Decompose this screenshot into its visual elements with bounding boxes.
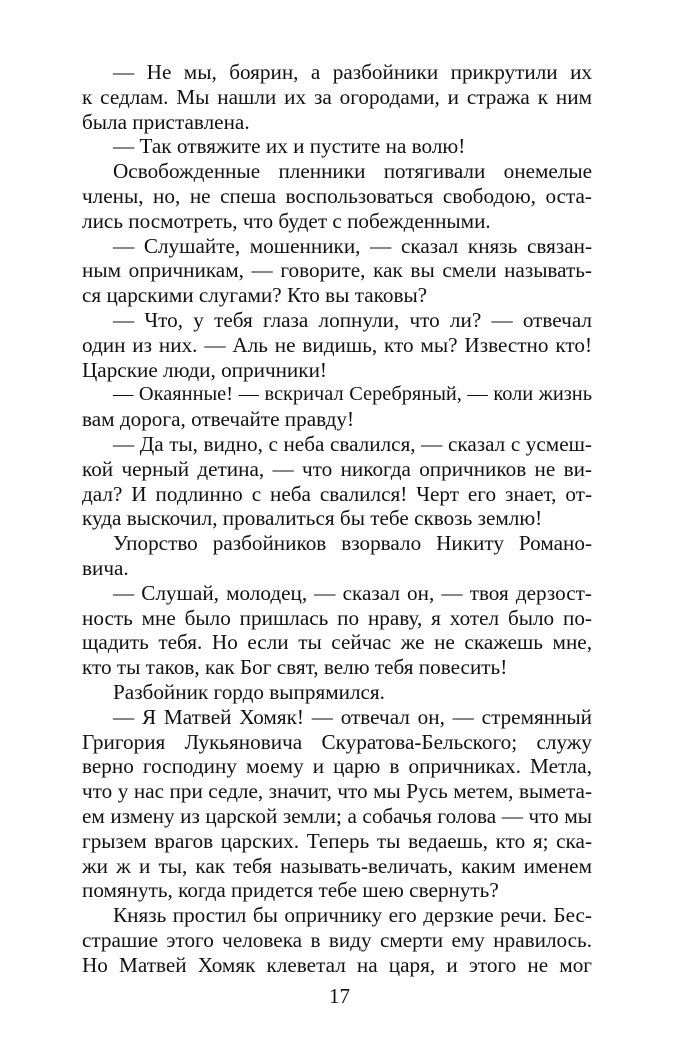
text-line: что у нас при седле, значит, что мы Русь метем, вымета- <box>82 779 592 804</box>
text-line: Разбойник гордо выпрямился. <box>113 679 385 704</box>
text-line: члены, но, не спеша воспользоваться свободою, оста- <box>82 183 592 208</box>
text-line: один из них. — Аль не видишь, кто мы? Известно кто! <box>82 332 592 357</box>
text-line: верно господину моему и царю в опричниках. Метла, <box>82 754 592 779</box>
text-line: — Не мы, боярин, а разбойники прикрутили их <box>113 60 592 84</box>
text-line: Григория Лукьяновича Скуратова-Бельского; служу <box>82 729 592 754</box>
text-line: ным опричникам, — говорите, как вы смели называть- <box>82 258 592 283</box>
text-line: — Окаянные! — вскричал Серебряный, — коли жизнь <box>113 383 592 406</box>
text-line: лись посмотреть, что будет с побежденными. <box>82 208 491 233</box>
text-line: — Слушай, молодец, — сказал он, — твоя дерзост- <box>113 580 592 605</box>
text-line: была приставлена. <box>82 109 250 134</box>
text-line: помянуть, когда придется тебе шею свернуть? <box>82 878 499 903</box>
text-line: куда выскочил, провалиться бы тебе сквозь землю! <box>82 506 543 531</box>
text-line: щадить тебя. Но если ты сейчас же не скажешь мне, <box>82 630 592 655</box>
text-line: ся царскими слугами? Кто вы таковы? <box>82 283 428 308</box>
text-line: — Слушайте, мошенники, — сказал князь связан- <box>113 233 592 258</box>
text-line: грызем врагов царских. Теперь ты ведаешь, кто я; ска- <box>82 828 592 853</box>
text-line: Князь простил бы опричнику его дерзкие речи. Бес- <box>113 903 592 928</box>
text-line: ем измену из царской земли; а собачья голова — что мы <box>82 803 592 828</box>
text-line: — Так отвяжите их и пустите на волю! <box>113 134 466 159</box>
text-line: ность мне было пришлась по нраву, я хотел было по- <box>82 605 592 630</box>
text-line: — Да ты, видно, с неба свалился, — сказал с усмеш- <box>113 431 592 456</box>
text-line: Но Матвей Хомяк клеветал на царя, и этого не мог <box>82 952 592 977</box>
text-line: страшие этого человека в виду смерти ему нравилось. <box>82 927 592 952</box>
text-line: к седлам. Мы нашли их за огородами, и стража к ним <box>82 84 592 109</box>
text-line: вича. <box>82 555 129 580</box>
text-line: — Что, у тебя глаза лопнули, что ли? — отвечал <box>113 307 592 332</box>
page-text <box>82 60 592 977</box>
text-line: жи ж и ты, как тебя называть-величать, каким именем <box>82 853 592 878</box>
text-line: — Я Матвей Хомяк! — отвечал он, — стремянный <box>113 704 592 729</box>
text-line: Освобожденные пленники потягивали онемелые <box>113 159 592 184</box>
text-line: вам дорога, отвечайте правду! <box>82 407 355 432</box>
text-line: Упорство разбойников взорвало Никиту Романо- <box>113 531 592 556</box>
page-number: 17 <box>329 984 350 1008</box>
text-line: кто ты таков, как Бог свят, велю тебя повесить! <box>82 655 508 680</box>
text-line: кой черный детина, — что никогда опричников не ви- <box>82 456 592 481</box>
text-line: Царские люди, опричники! <box>82 357 327 382</box>
text-line: дал? И подлинно с неба свалился! Черт его знает, от- <box>82 481 592 506</box>
